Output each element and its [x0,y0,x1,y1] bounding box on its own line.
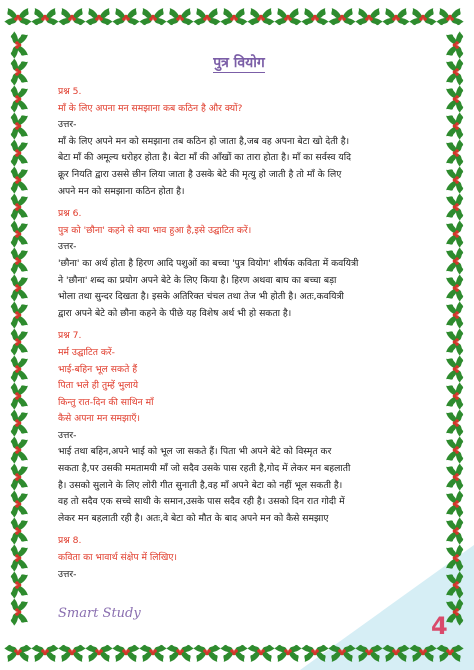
answer-line: लेकर मन बहलाती रही है। अतः,वे बेटा को मौत के बाद अपने मन को कैसे समझाए [58,512,329,524]
holly-leaf-icon [446,139,465,167]
holly-leaf-icon [166,8,194,27]
holly-leaf-icon [9,166,28,194]
answer-line: माँ के लिए अपने मन को समझाना तब कठिन हो जाता है,जब वह अपना बेटा खो देती है। [58,135,350,147]
holly-leaf-icon [409,8,437,27]
holly-leaf-icon [4,643,32,662]
holly-leaf-icon [446,382,465,410]
holly-leaf-icon [446,274,465,302]
holly-leaf-icon [9,382,28,410]
holly-leaf-icon [446,85,465,113]
answer-5-label: उत्तर- [58,119,77,131]
holly-leaf-icon [446,328,465,356]
smart-study-logo: Smart Study [58,606,141,621]
holly-leaf-icon [220,643,248,662]
question-5-text: माँ के लिए अपना मन समझाना कब कठिन है और क्यों? [58,102,243,114]
poem-line: कैसे अपना मन समझाएँ। [58,413,140,425]
holly-leaf-icon [446,112,465,140]
question-5 [58,84,420,200]
holly-leaf-icon [166,643,194,662]
holly-leaf-icon [193,8,221,27]
holly-leaf-icon [9,139,28,167]
question-8 [58,533,420,583]
holly-leaf-icon [274,643,302,662]
answer-7-text [58,444,420,527]
holly-leaf-icon [446,436,465,464]
page-content [58,50,420,583]
answer-line: बेटा माँ की अमूल्य धरोहर होता है। बेटा माँ की आँखों का तारा होता है। माँ का सर्वस्व यदि [58,152,352,164]
holly-leaf-icon [9,598,28,626]
holly-leaf-icon [9,58,28,86]
holly-leaf-icon [9,409,28,437]
holly-leaf-icon [139,8,167,27]
holly-leaf-icon [9,193,28,221]
poem-line: मर्म उद्घाटित करें- [58,346,115,358]
holly-leaf-icon [328,8,356,27]
question-8-text: कविता का भावार्थ संक्षेप में लिखिए। [58,552,177,564]
holly-leaf-icon [9,328,28,356]
holly-leaf-icon [446,166,465,194]
holly-leaf-icon [9,31,28,59]
answer-line: द्वारा अपने बेटे को छौना कहने के पीछे यह विशेष अर्थ भी हो सकता है। [58,307,292,319]
holly-leaf-icon [446,463,465,491]
holly-leaf-icon [301,8,329,27]
holly-leaf-icon [446,193,465,221]
answer-line: भोला तथा सुन्दर दिखता है। इसके अतिरिक्त चंचल तथा तेज भी होती है। अतः,कवयित्री [58,291,344,303]
holly-leaf-icon [436,8,464,27]
holly-leaf-icon [4,8,32,27]
holly-leaf-icon [58,8,86,27]
page-number: 4 [431,612,448,640]
holly-leaf-icon [31,8,59,27]
answer-line: 'छौना' का अर्थ होता है हिरण आदि पशुओं का बच्चा 'पुत्र वियोग' शीर्षक कविता में कवयित्री [58,257,359,269]
holly-leaf-icon [436,643,464,662]
holly-leaf-icon [446,247,465,275]
holly-leaf-icon [9,463,28,491]
holly-leaf-icon [355,643,383,662]
question-7-text [58,345,420,428]
poem-line: किन्तु रात-दिन की साथिन माँ [58,396,154,408]
poem-line: पिता भले ही तुम्हें भुलाये [58,380,139,392]
holly-leaf-icon [446,490,465,518]
page-title: पुत्र वियोग [213,55,265,71]
question-6-label: प्रश्न 6. [58,208,82,220]
holly-leaf-icon [247,643,275,662]
holly-leaf-icon [112,643,140,662]
holly-leaf-icon [9,274,28,302]
holly-leaf-icon [9,355,28,383]
holly-leaf-icon [382,8,410,27]
holly-leaf-icon [446,31,465,59]
holly-leaf-icon [382,643,410,662]
answer-7-label: उत्तर- [58,429,77,441]
holly-leaf-icon [9,112,28,140]
holly-leaf-icon [446,220,465,248]
answer-6-text [58,256,420,322]
holly-leaf-icon [446,58,465,86]
answer-8-label: उत्तर- [58,568,77,580]
holly-leaf-icon [9,571,28,599]
answer-5-text [58,134,420,200]
holly-leaf-icon [9,436,28,464]
answer-6-label: उत्तर- [58,241,77,253]
holly-leaf-icon [446,517,465,545]
holly-leaf-icon [9,517,28,545]
holly-leaf-icon [9,301,28,329]
holly-leaf-icon [446,544,465,572]
holly-leaf-icon [9,247,28,275]
holly-leaf-icon [446,409,465,437]
question-8-label: प्रश्न 8. [58,535,82,547]
holly-leaf-icon [112,8,140,27]
holly-leaf-icon [446,355,465,383]
question-6 [58,206,420,322]
holly-leaf-icon [446,301,465,329]
answer-line: क्रूर नियति द्वारा उससे छीन लिया जाता है उसके बेटे की मृत्यु हो जाती है तो माँ के लिए [58,168,342,180]
holly-leaf-icon [139,643,167,662]
holly-leaf-icon [355,8,383,27]
holly-leaf-icon [274,8,302,27]
question-6-text: पुत्र को 'छौना' कहने से क्या भाव हुआ है,इसे उद्घाटित करें। [58,224,252,236]
holly-leaf-icon [409,643,437,662]
holly-leaf-icon [301,643,329,662]
holly-leaf-icon [9,85,28,113]
holly-leaf-icon [31,643,59,662]
question-7 [58,328,420,527]
holly-leaf-icon [9,220,28,248]
poem-line: भाई-बहिन भूल सकते हैं [58,363,138,375]
holly-leaf-icon [193,643,221,662]
holly-leaf-icon [9,544,28,572]
holly-leaf-icon [220,8,248,27]
holly-leaf-icon [58,643,86,662]
answer-line: है। उसको सुलाने के लिए लोरी गीत सुनाती है,वह माँ अपने बेटा को नहीं भूल सकती है। [58,479,343,491]
answer-line: सकता है,पर उसकी ममतामयी माँ जो सदैव उसके पास रहती है,गोद में लेकर मन बहलाती [58,463,351,475]
holly-leaf-icon [446,598,465,626]
answer-line: अपने मन को समझाना कठिन होता है। [58,185,185,197]
holly-leaf-icon [247,8,275,27]
holly-leaf-icon [328,643,356,662]
question-5-label: प्रश्न 5. [58,86,82,97]
holly-leaf-icon [446,571,465,599]
question-7-label: प्रश्न 7. [58,330,82,342]
answer-line: भाई तथा बहिन,अपने भाई को भूल जा सकते हैं। पिता भी अपने बेटे को विस्मृत कर [58,446,332,458]
holly-leaf-icon [9,490,28,518]
answer-line: वह तो सदैव एक सच्चे साथी के समान,उसके पास सदैव रही है। उसको दिन रात गोदी में [58,496,345,508]
holly-leaf-icon [85,8,113,27]
answer-line: ने 'छौना' शब्द का प्रयोग अपने बेटे के लिए किया है। हिरण अथवा बाघ का बच्चा बड़ा [58,274,337,286]
holly-leaf-icon [85,643,113,662]
